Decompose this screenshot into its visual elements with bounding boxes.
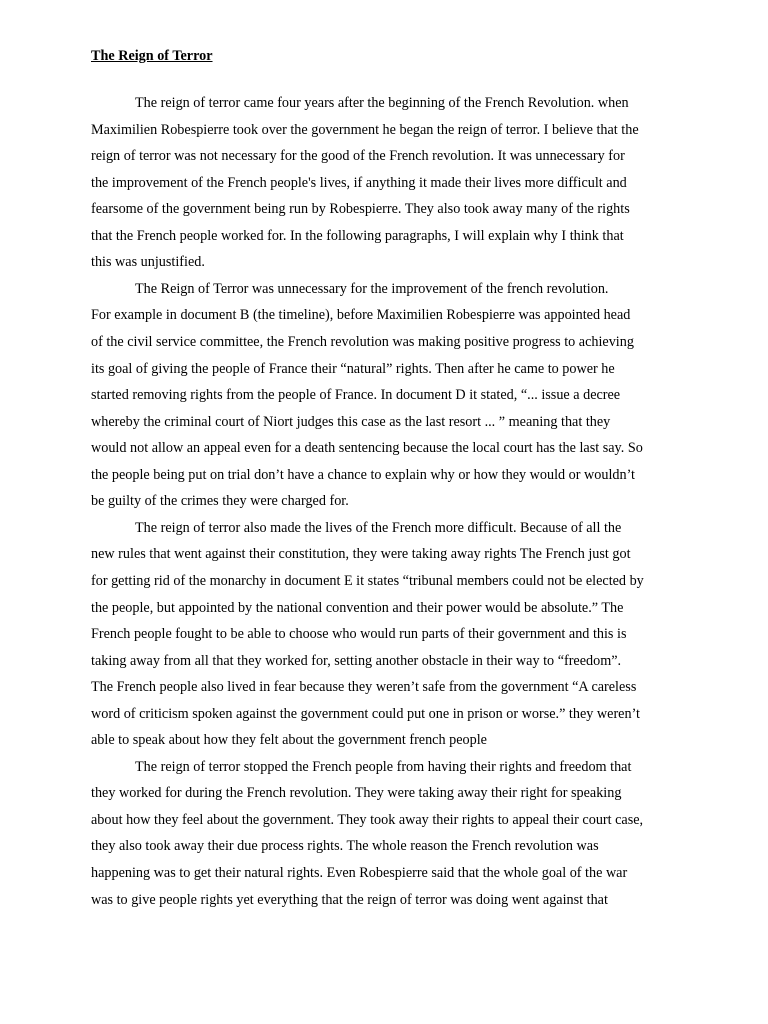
body-line: taking away from all that they worked for, setting another obstacle in their way to “freedom”. <box>91 652 622 669</box>
body-line: started removing rights from the people of France. In document D it stated, “... issue a decree <box>91 387 621 404</box>
body-line: be guilty of the crimes they were charged for. <box>91 493 349 510</box>
body-line: The reign of terror stopped the French people from having their rights and freedom that <box>135 758 632 775</box>
body-line: Maximilien Robespierre took over the government he began the reign of terror. I believe that the <box>91 121 639 138</box>
body-line: word of criticism spoken against the government could put one in prison or worse.” they weren’t <box>91 705 640 722</box>
body-line: whereby the criminal court of Niort judges this case as the last resort ... ” meaning that they <box>91 413 611 430</box>
body-line: For example in document B (the timeline), before Maximilien Robespierre was appointed head <box>91 307 631 324</box>
body-line: The reign of terror came four years after the beginning of the French Revolution. when <box>135 95 629 111</box>
body-line: about how they feel about the government. They took away their rights to appeal their court case, <box>91 811 644 828</box>
body-line: new rules that went against their constitution, they were taking away rights The French just got <box>91 546 631 563</box>
body-line: reign of terror was not necessary for the good of the French revolution. It was unnecessary for <box>91 148 625 165</box>
document-title: The Reign of Terror <box>91 48 213 64</box>
body-line: the people, but appointed by the national convention and their power would be absolute.” The <box>91 599 624 616</box>
body-line: its goal of giving the people of France their “natural” rights. Then after he came to power he <box>91 360 615 377</box>
body-line: fearsome of the government being run by Robespierre. They also took away many of the rights <box>91 201 630 218</box>
body-line: would not allow an appeal even for a death sentencing because the local court has the last say. So <box>91 440 643 457</box>
body-line: was to give people rights yet everything that the reign of terror was doing went against that <box>91 891 608 908</box>
body-line: they also took away their due process rights. The whole reason the French revolution was <box>91 838 599 855</box>
body-line: The reign of terror also made the lives of the French more difficult. Because of all the <box>135 519 622 536</box>
body-line: this was unjustified. <box>91 254 205 271</box>
body-line: that the French people worked for. In the following paragraphs, I will explain why I think that <box>91 227 624 244</box>
body-line: able to speak about how they felt about the government french people <box>91 732 487 749</box>
body-line: for getting rid of the monarchy in document E it states “tribunal members could not be elected by <box>91 572 644 589</box>
body-line: French people fought to be able to choose who would run parts of their government and this is <box>91 626 627 642</box>
body-line: of the civil service committee, the French revolution was making positive progress to achieving <box>91 334 634 350</box>
body-line: The French people also lived in fear because they weren’t safe from the government “A careless <box>91 679 637 696</box>
body-line: they worked for during the French revolution. They were taking away their right for speaking <box>91 785 622 802</box>
body-line: happening was to get their natural rights. Even Robespierre said that the whole goal of the war <box>91 865 628 881</box>
body-line: the improvement of the French people's lives, if anything it made their lives more difficult and <box>91 174 627 191</box>
body-line: the people being put on trial don’t have a chance to explain why or how they would or wouldn’t <box>91 466 635 483</box>
body-line: The Reign of Terror was unnecessary for the improvement of the french revolution. <box>135 280 609 297</box>
